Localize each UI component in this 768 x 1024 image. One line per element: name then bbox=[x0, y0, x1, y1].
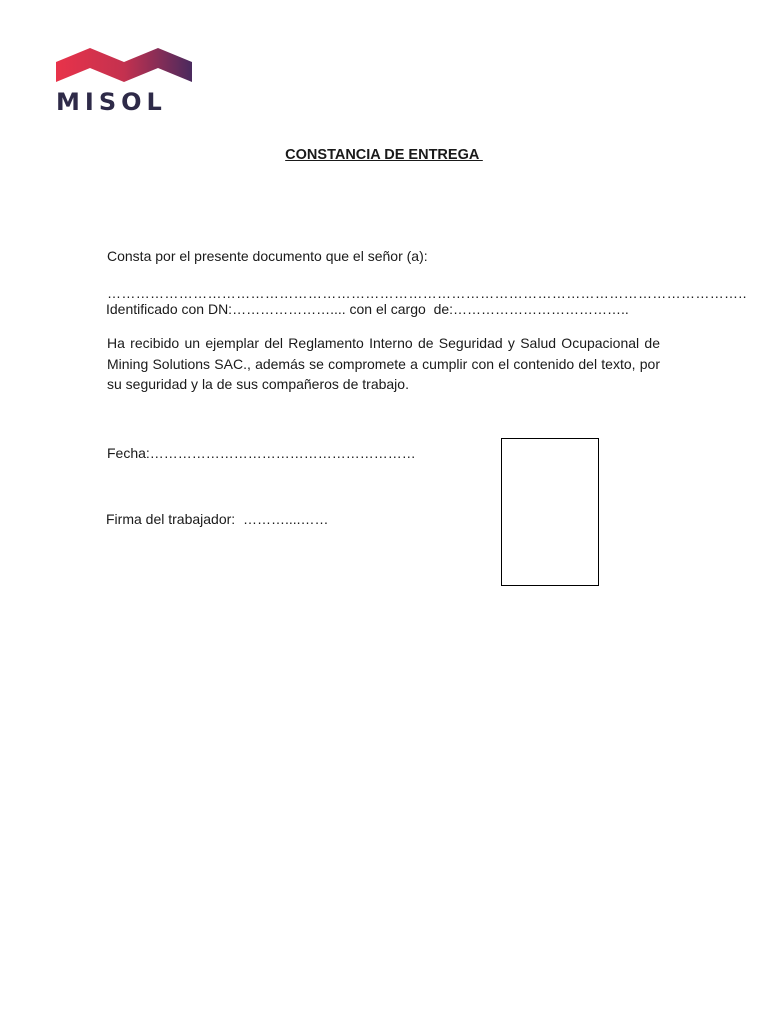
document-title: CONSTANCIA DE ENTREGA bbox=[285, 147, 483, 163]
date-field: Fecha:………………………………………………… bbox=[107, 445, 416, 461]
intro-text: Consta por el presente documento que el señor (a): bbox=[107, 248, 428, 264]
logo-wave-icon bbox=[54, 44, 194, 86]
body-paragraph: Ha recibido un ejemplar del Reglamento Interno de Seguridad y Salud Ocupacional de Mining Solutions SAC., además se compromete a cumplir con el contenido del texto, por su seguridad y la de sus compañeros de trabajo. bbox=[107, 335, 660, 392]
logo-text: MISOL bbox=[56, 88, 167, 116]
id-and-position-line: Identificado con DN:………………….... con el cargo de:……………………………….. bbox=[106, 301, 629, 317]
misol-logo bbox=[52, 44, 194, 116]
fingerprint-box bbox=[501, 438, 599, 586]
signature-field: Firma del trabajador: ………....…… bbox=[106, 511, 329, 527]
name-fill-line: …………………………………………………………………………………………………………………….. bbox=[107, 285, 747, 301]
